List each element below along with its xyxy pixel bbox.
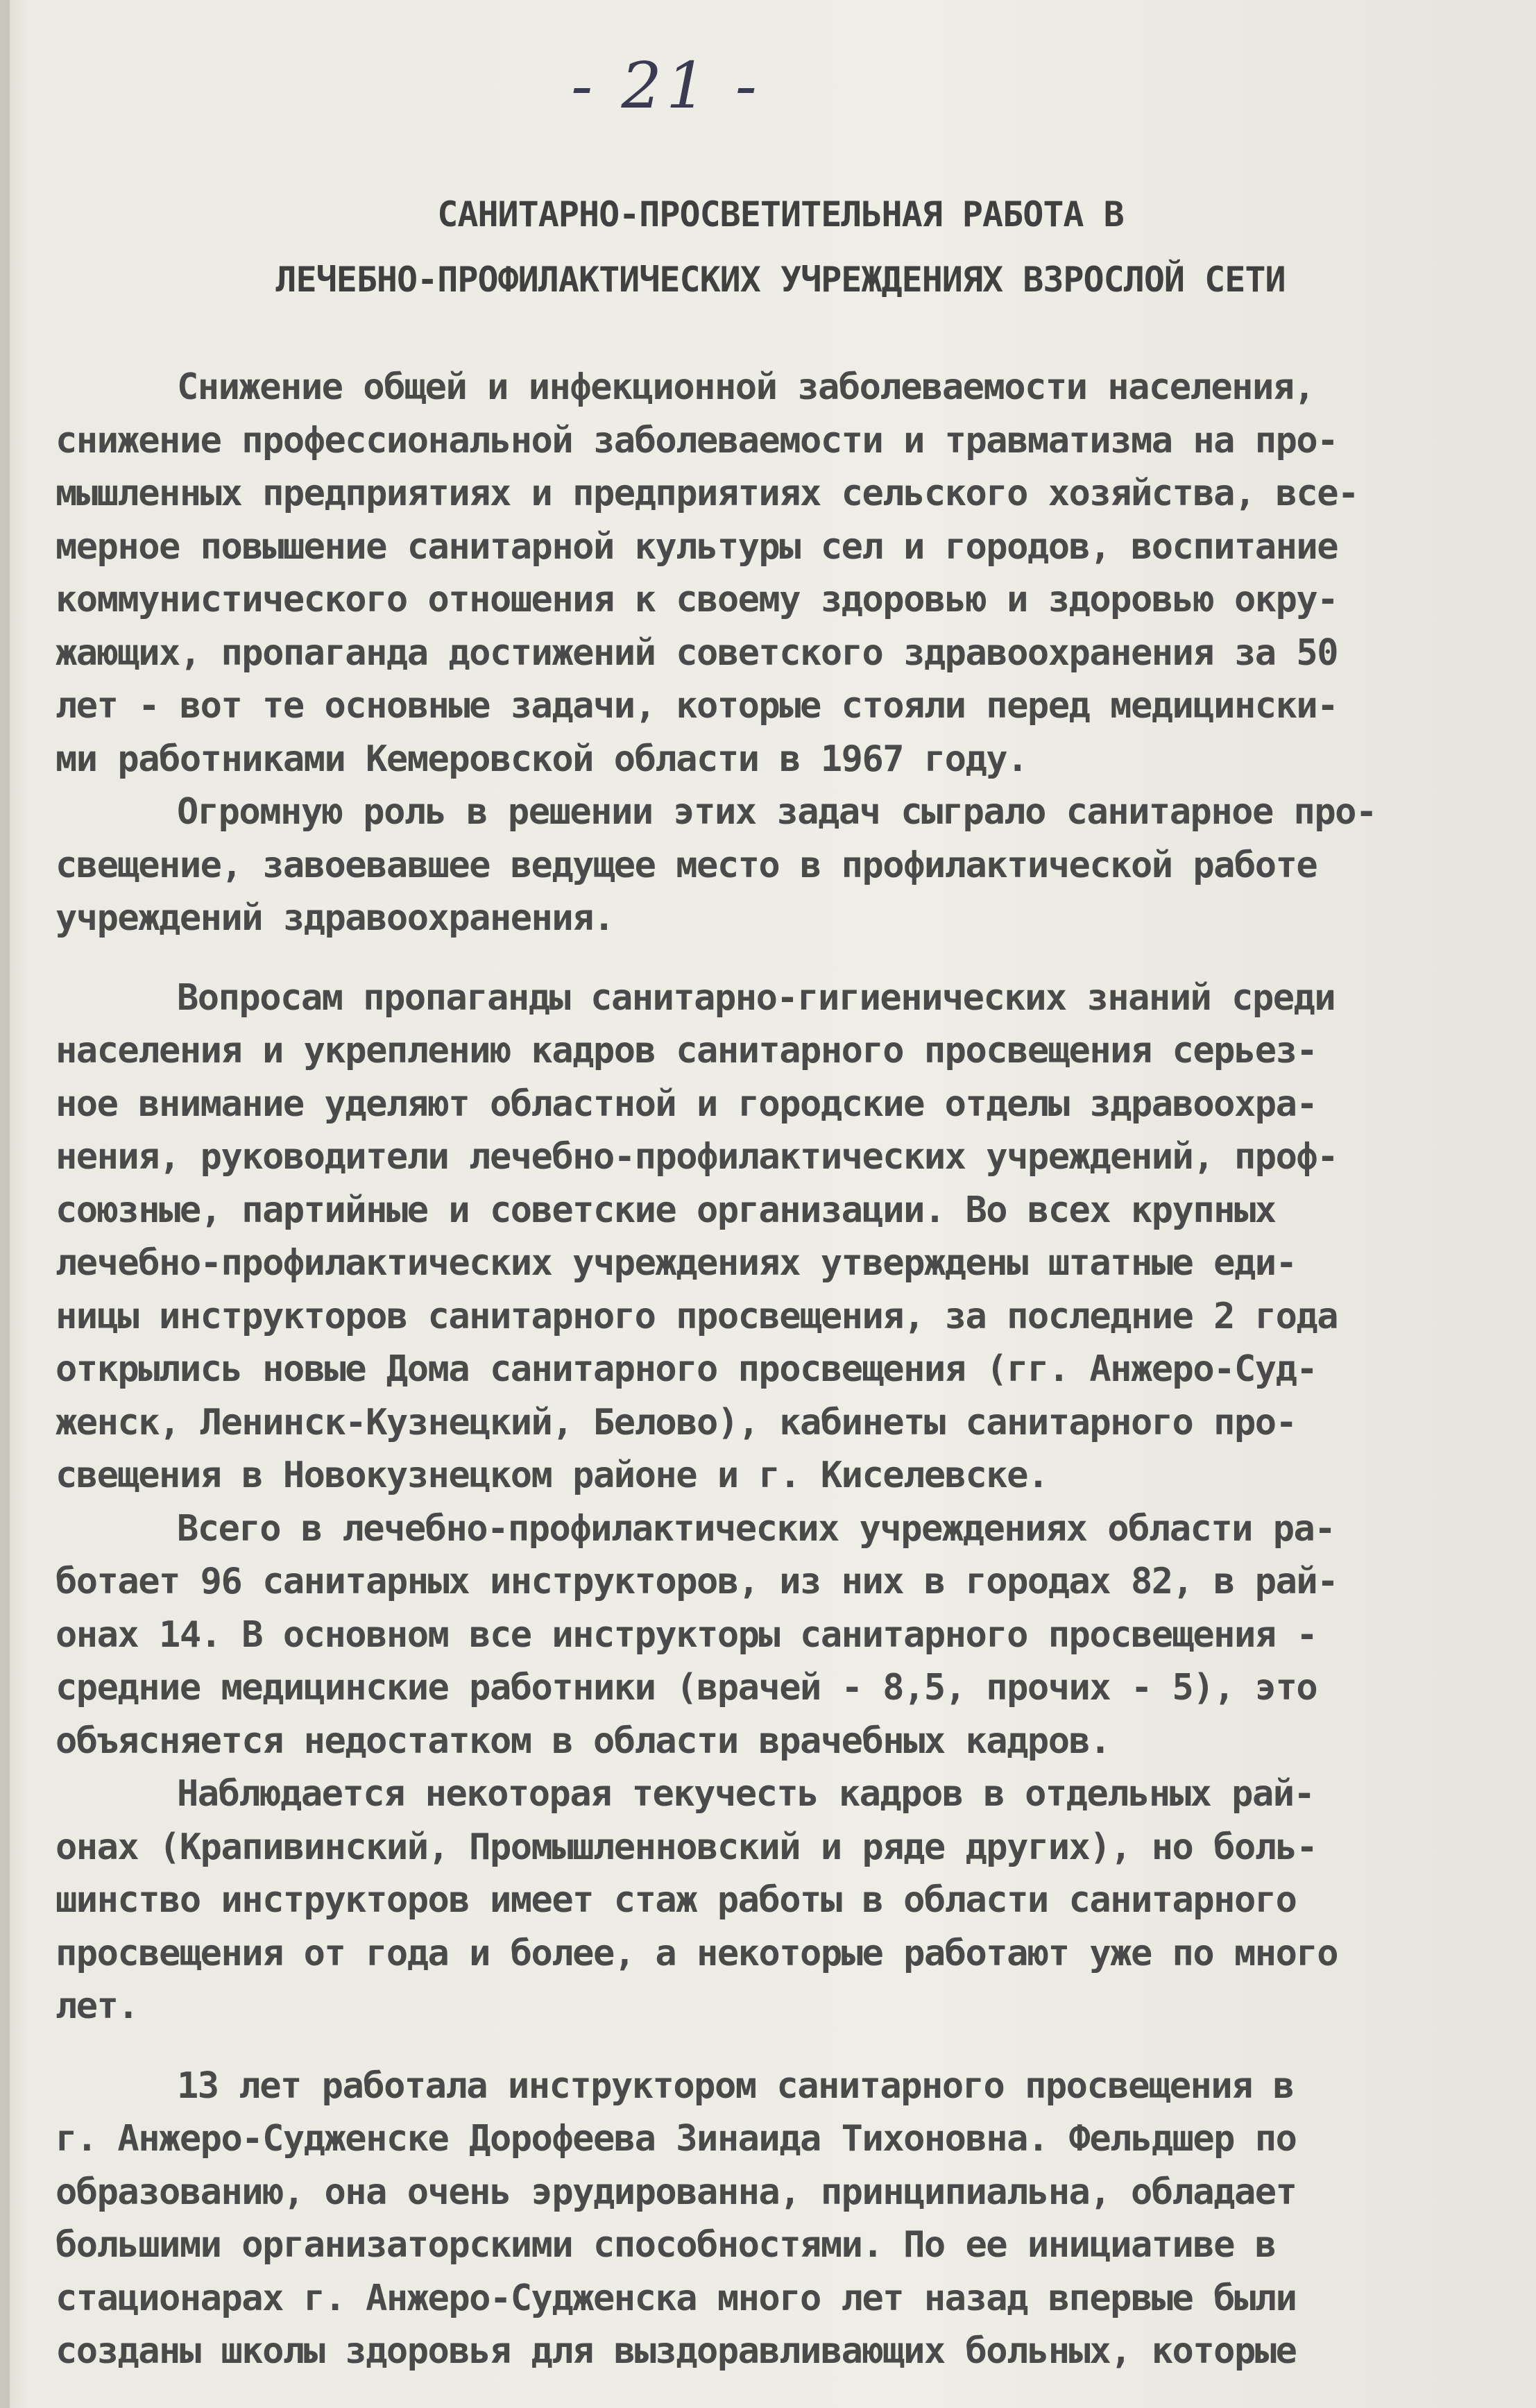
text-line: населения и укреплению кадров санитарного просвещения серьез- bbox=[56, 1030, 1317, 1071]
text-line: лет - вот те основные задачи, которые стояли перед медицински- bbox=[56, 685, 1338, 727]
heading-line: ЛЕЧЕБНО-ПРОФИЛАКТИЧЕСКИХ УЧРЕЖДЕНИЯХ ВЗРОСЛОЙ СЕТИ bbox=[275, 260, 1286, 300]
paragraph-6 bbox=[56, 2060, 1499, 2378]
text-line: объясняется недостатком в области врачебных кадров. bbox=[56, 1720, 1111, 1762]
text-line: мышленных предприятиях и предприятиях сельского хозяйства, все- bbox=[56, 473, 1358, 514]
text-line: свещение, завоевавшее ведущее место в профилактической работе bbox=[56, 844, 1317, 886]
text-line: просвещения от года и более, а некоторые работают уже по много bbox=[56, 1932, 1338, 1974]
text-line: жающих, пропаганда достижений советского здравоохранения за 50 bbox=[56, 631, 1338, 674]
text-line: созданы школы здоровья для выздоравливающих больных, которые bbox=[56, 2330, 1297, 2372]
text-line: союзные, партийные и советские организации. Во всех крупных bbox=[56, 1189, 1276, 1231]
text-line: образованию, она очень эрудированна, принципиальна, обладает bbox=[56, 2171, 1297, 2213]
text-line: онах 14. В основном все инструкторы санитарного просвещения - bbox=[56, 1613, 1317, 1656]
page-number: - 21 - bbox=[571, 49, 761, 123]
text-line: свещения в Новокузнецком районе и г. Киселевске. bbox=[56, 1455, 1048, 1496]
text-line: г. Анжеро-Судженске Дорофеева Зинаида Тихоновна. Фельдшер по bbox=[56, 2118, 1297, 2160]
text-line: учреждений здравоохранения. bbox=[56, 897, 614, 939]
text-line: ботает 96 санитарных инструкторов, из них в городах 82, в рай- bbox=[56, 1561, 1338, 1602]
text-line: лечебно-профилактических учреждениях утверждены штатные еди- bbox=[56, 1242, 1297, 1284]
paragraph-2 bbox=[56, 786, 1499, 945]
document-body bbox=[56, 361, 1499, 2378]
text-line: ницы инструкторов санитарного просвещения, за последние 2 года bbox=[56, 1295, 1338, 1337]
text-line: лет. bbox=[56, 1985, 139, 2027]
paragraph-4 bbox=[56, 1502, 1499, 1768]
text-line: Огромную роль в решении этих задач сыграло санитарное про- bbox=[177, 791, 1376, 833]
text-line: коммунистического отношения к своему здоровью и здоровью окру- bbox=[56, 579, 1338, 620]
text-line: ми работниками Кемеровской области в 1967 году. bbox=[56, 738, 1027, 780]
text-line: нения, руководители лечебно-профилактических учреждений, проф- bbox=[56, 1136, 1338, 1178]
text-line: стационарах г. Анжеро-Судженска много лет назад впервые были bbox=[56, 2277, 1297, 2319]
text-line: женск, Ленинск-Кузнецкий, Белово), кабинеты санитарного про- bbox=[56, 1401, 1297, 1443]
text-line: большими организаторскими способностями. По ее инициативе в bbox=[56, 2224, 1276, 2266]
text-line: Вопросам пропаганды санитарно-гигиенических знаний среди bbox=[177, 976, 1336, 1019]
text-line: шинство инструкторов имеет стаж работы в области санитарного bbox=[56, 1879, 1297, 1921]
paragraph-1 bbox=[56, 361, 1499, 786]
text-line: ное внимание уделяют областной и городские отделы здравоохра- bbox=[56, 1083, 1317, 1125]
paragraph-5 bbox=[56, 1767, 1499, 2033]
paragraph-3 bbox=[56, 972, 1499, 1502]
text-line: 13 лет работала инструктором санитарного просвещения в bbox=[177, 2064, 1294, 2107]
text-line: снижение профессиональной заболеваемости и травматизма на про- bbox=[56, 419, 1338, 461]
text-line: средние медицинские работники (врачей - 8,5, прочих - 5), это bbox=[56, 1667, 1317, 1709]
text-line: Наблюдается некоторая текучесть кадров в отдельных рай- bbox=[177, 1773, 1315, 1815]
text-line: онах (Крапивинский, Промышленновский и ряде других), но боль- bbox=[56, 1826, 1317, 1868]
heading-line: САНИТАРНО-ПРОСВЕТИТЕЛЬНАЯ РАБОТА В bbox=[437, 194, 1124, 235]
text-line: мерное повышение санитарной культуры сел и городов, воспитание bbox=[56, 525, 1338, 568]
text-line: Всего в лечебно-профилактических учреждениях области ра- bbox=[177, 1507, 1336, 1550]
text-line: Снижение общей и инфекционной заболеваемости населения, bbox=[177, 366, 1315, 408]
document-heading bbox=[139, 182, 1422, 312]
text-line: открылись новые Дома санитарного просвещения (гг. Анжеро-Суд- bbox=[56, 1348, 1317, 1390]
